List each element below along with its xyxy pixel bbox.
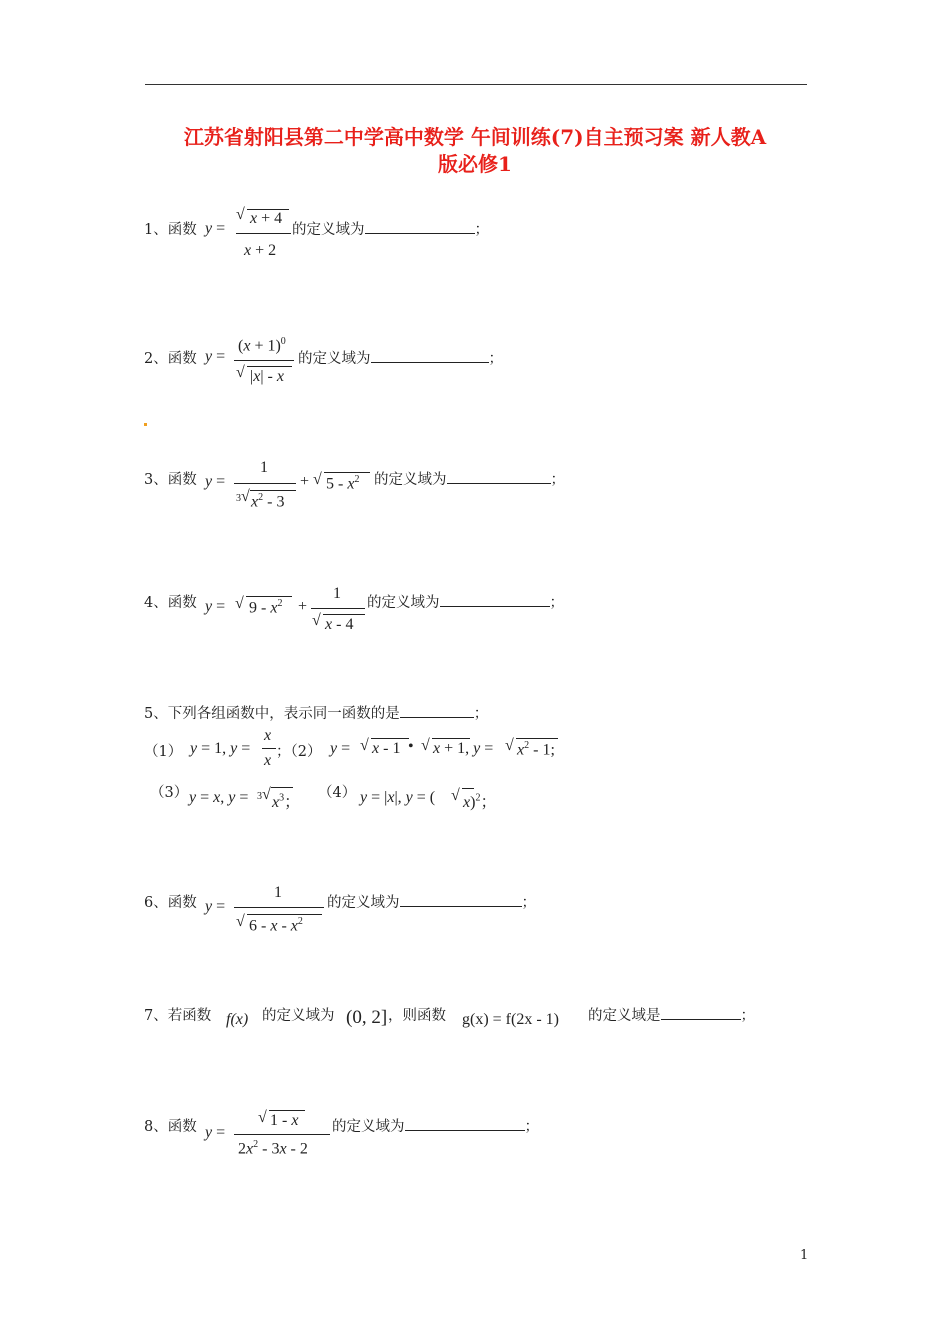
question-number: 6、函数	[144, 895, 197, 911]
formula: y =	[205, 348, 226, 365]
item-2-formula: y =	[330, 740, 351, 757]
answer-blank[interactable]	[440, 592, 550, 607]
formula: y =	[205, 898, 226, 915]
formula-g: g(x) = f(2x - 1)	[462, 1011, 559, 1028]
page-number: 1	[800, 1248, 809, 1263]
header-rule	[145, 84, 807, 85]
item-3-formula: y = x, y =	[189, 789, 249, 806]
formula: y =	[205, 598, 226, 615]
question-number: 8、函数	[144, 1119, 197, 1135]
question-number: 4、函数	[144, 595, 197, 611]
title-line-2: 版必修1	[438, 152, 512, 176]
answer-blank[interactable]	[447, 469, 551, 484]
answer-blank[interactable]	[365, 219, 475, 234]
formula: y =	[205, 220, 226, 237]
formula-f: f(x)	[226, 1011, 249, 1028]
answer-blank[interactable]	[400, 892, 522, 907]
formula: y =	[205, 473, 226, 490]
question-number: 2、函数	[144, 351, 197, 367]
interval: (0, 2]	[346, 1007, 388, 1028]
formula: y =	[205, 1124, 226, 1141]
question-number: 3、函数	[144, 472, 197, 488]
item-1-formula: y = 1, y =	[190, 740, 251, 757]
artifact-dot	[144, 423, 147, 426]
answer-blank[interactable]	[661, 1005, 741, 1020]
item-4-formula: y = |x|, y = (	[360, 789, 436, 806]
item-label: （1）	[144, 744, 183, 760]
question-number: 1、函数	[144, 222, 197, 238]
answer-blank[interactable]	[371, 348, 489, 363]
question-number: 5、下列各组函数中，表示同一函数的是	[144, 706, 400, 722]
answer-blank[interactable]	[400, 703, 474, 718]
answer-blank[interactable]	[405, 1116, 525, 1131]
title-line-1: 江苏省射阳县第二中学高中数学 午间训练(7)自主预习案 新人教A	[183, 125, 767, 149]
question-number: 7、若函数	[144, 1008, 212, 1024]
document-title	[130, 124, 820, 178]
